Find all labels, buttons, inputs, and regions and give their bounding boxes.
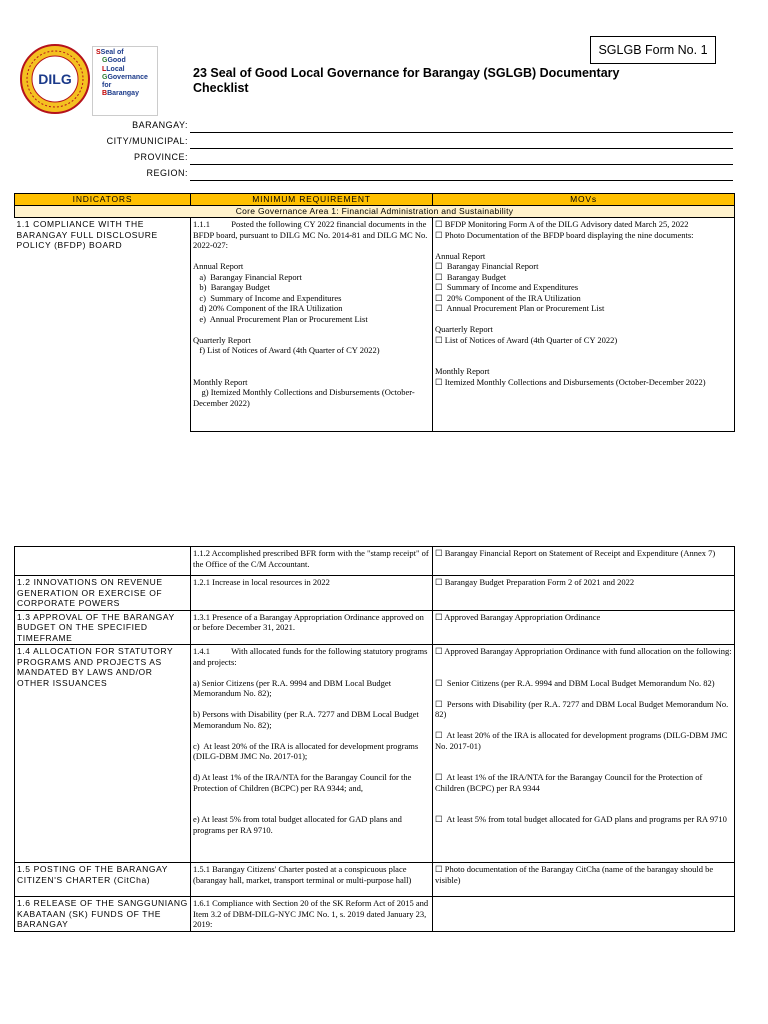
cell-text-line: d) 20% Component of the IRA Utilization bbox=[193, 303, 343, 313]
requirement-cell bbox=[191, 863, 433, 897]
requirement-cell bbox=[191, 218, 433, 432]
cell-text-line: ☐ Approved Barangay Appropriation Ordinance with fund allocation on the following: bbox=[435, 646, 732, 656]
requirement-cell bbox=[191, 547, 433, 576]
cell-text-line: ☐ Senior Citizens (per R.A. 9994 and DBM Local Budget Memorandum No. 82) bbox=[435, 677, 715, 688]
cell-text-line: ☐ Photo Documentation of the BFDP board displaying the nine documents: bbox=[435, 229, 694, 240]
page-title bbox=[193, 66, 643, 96]
cell-text-line: Monthly Report bbox=[435, 366, 490, 376]
sglgb-logo-line-4: GGovernance for bbox=[102, 73, 148, 90]
cell-text-line bbox=[193, 251, 430, 262]
field-label-barangay: BARANGAY: bbox=[132, 120, 188, 130]
cell-text-line: e) At least 5% from total budget allocated for GAD plans and programs per RA 9710. bbox=[193, 814, 405, 835]
header-movs: MOVs bbox=[433, 194, 735, 206]
table-row bbox=[15, 610, 735, 645]
field-label-city: CITY/MUNICIPAL: bbox=[106, 136, 188, 146]
movs-cell bbox=[433, 576, 735, 611]
cell-text-line bbox=[193, 730, 430, 741]
cell-text-line bbox=[435, 751, 732, 762]
cell-text-line bbox=[435, 898, 732, 909]
field-label-province: PROVINCE: bbox=[133, 152, 188, 162]
cell-text-line: ☐ Itemized Monthly Collections and Disbursements (October-December 2022) bbox=[435, 376, 706, 387]
field-line-province[interactable] bbox=[190, 164, 733, 165]
page-title-line-2: Checklist bbox=[193, 81, 249, 95]
cell-text-line: ☐ Persons with Disability (per R.A. 7277 and DBM Local Budget Memorandum No. 82) bbox=[435, 698, 731, 719]
cell-text-line: 1.5.1 Barangay Citizens' Charter posted at a conspicuous place (barangay hall, market, transport terminal or multi-purpose hall) bbox=[193, 864, 412, 885]
indicator-cell: 1.4 ALLOCATION FOR STATUTORY PROGRAMS AND PROJECTS AS MANDATED BY LAWS AND/OR OTHER ISSUANCES bbox=[15, 645, 191, 863]
cell-text-line: c) Summary of Income and Expenditures bbox=[193, 292, 342, 303]
field-line-barangay[interactable] bbox=[190, 132, 733, 133]
cell-text-line: 1.1.2 Accomplished prescribed BFR form with the "stamp receipt" of the Office of the C/M Accountant. bbox=[193, 548, 431, 569]
header-minimum-requirement: MINIMUM REQUIREMENT bbox=[191, 194, 433, 206]
cell-text-line bbox=[435, 667, 732, 678]
cell-text-line bbox=[435, 356, 732, 367]
cell-text-line: b) Barangay Budget bbox=[193, 282, 270, 292]
table-row bbox=[15, 576, 735, 611]
sglgb-logo-line-3: LLocal bbox=[102, 65, 125, 73]
checklist-table-2 bbox=[14, 546, 735, 932]
cell-text-line: ☐ Barangay Financial Report on Statement of Receipt and Expenditure (Annex 7) bbox=[435, 548, 716, 558]
field-line-region[interactable] bbox=[190, 180, 733, 181]
cell-text-line bbox=[193, 366, 430, 377]
cell-text-line: 1.1.1 Posted the following CY 2022 financial documents in the BFDP board, pursuant to DILG MC No. 2014-81 and DILG MC No. 2022-027: bbox=[193, 219, 430, 250]
cell-text-line: ☐ Annual Procurement Plan or Procurement List bbox=[435, 303, 605, 313]
cell-text-line: Annual Report bbox=[435, 250, 486, 261]
cell-text-line: a) Barangay Financial Report bbox=[193, 271, 302, 282]
sglgb-logo-line-1: SSeal of bbox=[96, 49, 124, 56]
movs-cell bbox=[433, 645, 735, 863]
cell-text-line bbox=[435, 720, 732, 731]
requirement-cell bbox=[191, 645, 433, 863]
table-row bbox=[15, 547, 735, 576]
cell-text-line: ☐ Barangay Budget Preparation Form 2 of 2021 and 2022 bbox=[435, 577, 635, 587]
cell-text-line bbox=[193, 667, 430, 678]
cell-text-line: ☐ 20% Component of the IRA Utilization bbox=[435, 292, 581, 303]
cell-text-line: Quarterly Report bbox=[435, 324, 493, 334]
form-number-box: SGLGB Form No. 1 bbox=[590, 36, 716, 64]
indicator-cell: 1.5 POSTING OF THE BARANGAY CITIZEN'S CHARTER (CitCha) bbox=[15, 863, 191, 897]
cell-text-line: e) Annual Procurement Plan or Procurement List bbox=[193, 313, 368, 324]
cell-text-line bbox=[193, 793, 430, 804]
sglgb-logo bbox=[92, 46, 158, 116]
cell-text-line: Quarterly Report bbox=[193, 334, 251, 345]
cell-text-line: c) At least 20% of the IRA is allocated for development programs (DILG-DBM JMC No. 2017-01); bbox=[193, 740, 421, 761]
cell-text-line bbox=[435, 345, 732, 356]
indicator-cell: 1.6 RELEASE OF THE SANGGUNIANG KABATAAN (SK) FUNDS OF THE BARANGAY bbox=[15, 897, 191, 932]
cell-text-line bbox=[193, 356, 430, 367]
indicator-cell: 1.2 INNOVATIONS ON REVENUE GENERATION OR EXERCISE OF CORPORATE POWERS bbox=[15, 576, 191, 611]
cell-text-line: 1.3.1 Presence of a Barangay Appropriation Ordinance approved on or before December 31, 2021. bbox=[193, 611, 426, 632]
table-row bbox=[15, 863, 735, 897]
core-area-label: Core Governance Area 1: Financial Administration and Sustainability bbox=[15, 206, 735, 218]
cell-text-line: ☐ At least 5% from total budget allocated for GAD plans and programs per RA 9710 bbox=[435, 814, 727, 824]
requirement-cell bbox=[191, 897, 433, 932]
cell-text-line bbox=[435, 793, 732, 804]
field-line-city[interactable] bbox=[190, 148, 733, 149]
page-title-line-1: 23 Seal of Good Local Governance for Barangay (SGLGB) Documentary bbox=[193, 66, 620, 80]
indicator-cell bbox=[15, 547, 191, 576]
movs-cell bbox=[433, 610, 735, 645]
cell-text-line: 1.6.1 Compliance with Section 20 of the SK Reform Act of 2015 and Item 3.2 of DBM-DILG-NYC JMC No. 1, s. 2019 dated January 23, 2019: bbox=[193, 898, 431, 929]
core-area-row bbox=[15, 206, 735, 218]
header-indicators: INDICATORS bbox=[15, 194, 191, 206]
cell-text-line: 1.4.1 With allocated funds for the following statutory programs and projects: bbox=[193, 646, 430, 667]
cell-text-line: ☐ At least 1% of the IRA/NTA for the Barangay Council for the Protection of Children (BCPC) per RA 9344 bbox=[435, 772, 705, 793]
cell-text-line: a) Senior Citizens (per R.A. 9994 and DBM Local Budget Memorandum No. 82); bbox=[193, 677, 394, 698]
movs-cell bbox=[433, 218, 735, 432]
movs-cell bbox=[433, 897, 735, 932]
cell-text-line: Monthly Report bbox=[193, 376, 248, 387]
cell-text-line bbox=[435, 688, 732, 699]
cell-text-line: ☐ Photo documentation of the Barangay CitCha (name of the barangay should be visible) bbox=[435, 864, 716, 885]
sglgb-logo-line-2: GGood bbox=[102, 57, 126, 65]
dilg-logo-text: DILG bbox=[38, 71, 72, 87]
cell-text-line: ☐ At least 20% of the IRA is allocated for development programs (DILG-DBM JMC No. 2017-01) bbox=[435, 730, 730, 751]
cell-text-line: Annual Report bbox=[193, 261, 244, 271]
movs-cell bbox=[433, 863, 735, 897]
cell-text-line bbox=[435, 657, 732, 668]
cell-text-line: ☐ BFDP Monitoring Form A of the DILG Advisory dated March 25, 2022 bbox=[435, 219, 689, 229]
checklist-table-1 bbox=[14, 193, 735, 432]
cell-text-line bbox=[193, 324, 430, 335]
table-row bbox=[15, 218, 735, 432]
indicator-cell: 1.3 APPROVAL OF THE BARANGAY BUDGET ON THE SPECIFIED TIMEFRAME bbox=[15, 610, 191, 645]
requirement-cell bbox=[191, 610, 433, 645]
cell-text-line: ☐ Summary of Income and Expenditures bbox=[435, 282, 579, 292]
requirement-cell bbox=[191, 576, 433, 611]
cell-text-line bbox=[435, 240, 732, 251]
cell-text-line: g) Itemized Monthly Collections and Disbursements (October-December 2022) bbox=[193, 387, 415, 408]
cell-text-line bbox=[193, 804, 430, 815]
table-header-row bbox=[15, 194, 735, 206]
cell-text-line: ☐ Barangay Budget bbox=[435, 271, 507, 282]
movs-cell bbox=[433, 547, 735, 576]
cell-text-line: 1.2.1 Increase in local resources in 2022 bbox=[193, 577, 330, 587]
cell-text-line bbox=[435, 804, 732, 815]
sglgb-logo-line-5: BBarangay bbox=[102, 90, 139, 98]
dilg-logo bbox=[20, 44, 90, 114]
table-row bbox=[15, 645, 735, 863]
indicator-cell: 1.1 COMPLIANCE WITH THE BARANGAY FULL DISCLOSURE POLICY (BFDP) BOARD bbox=[15, 218, 191, 432]
cell-text-line: d) At least 1% of the IRA/NTA for the Barangay Council for the Protection of Children (BCPC) per RA 9344; and, bbox=[193, 772, 414, 793]
cell-text-line bbox=[435, 762, 732, 773]
cell-text-line bbox=[435, 314, 732, 325]
field-label-region: REGION: bbox=[146, 168, 188, 178]
cell-text-line: ☐ List of Notices of Award (4th Quarter of CY 2022) bbox=[435, 334, 618, 345]
cell-text-line: ☐ Approved Barangay Appropriation Ordinance bbox=[435, 611, 601, 622]
cell-text-line bbox=[193, 699, 430, 710]
cell-text-line: f) List of Notices of Award (4th Quarter of CY 2022) bbox=[193, 345, 380, 355]
cell-text-line bbox=[193, 762, 430, 773]
cell-text-line: b) Persons with Disability (per R.A. 7277 and DBM Local Budget Memorandum No. 82); bbox=[193, 709, 421, 730]
cell-text-line: ☐ Barangay Financial Report bbox=[435, 261, 539, 271]
table-row bbox=[15, 897, 735, 932]
